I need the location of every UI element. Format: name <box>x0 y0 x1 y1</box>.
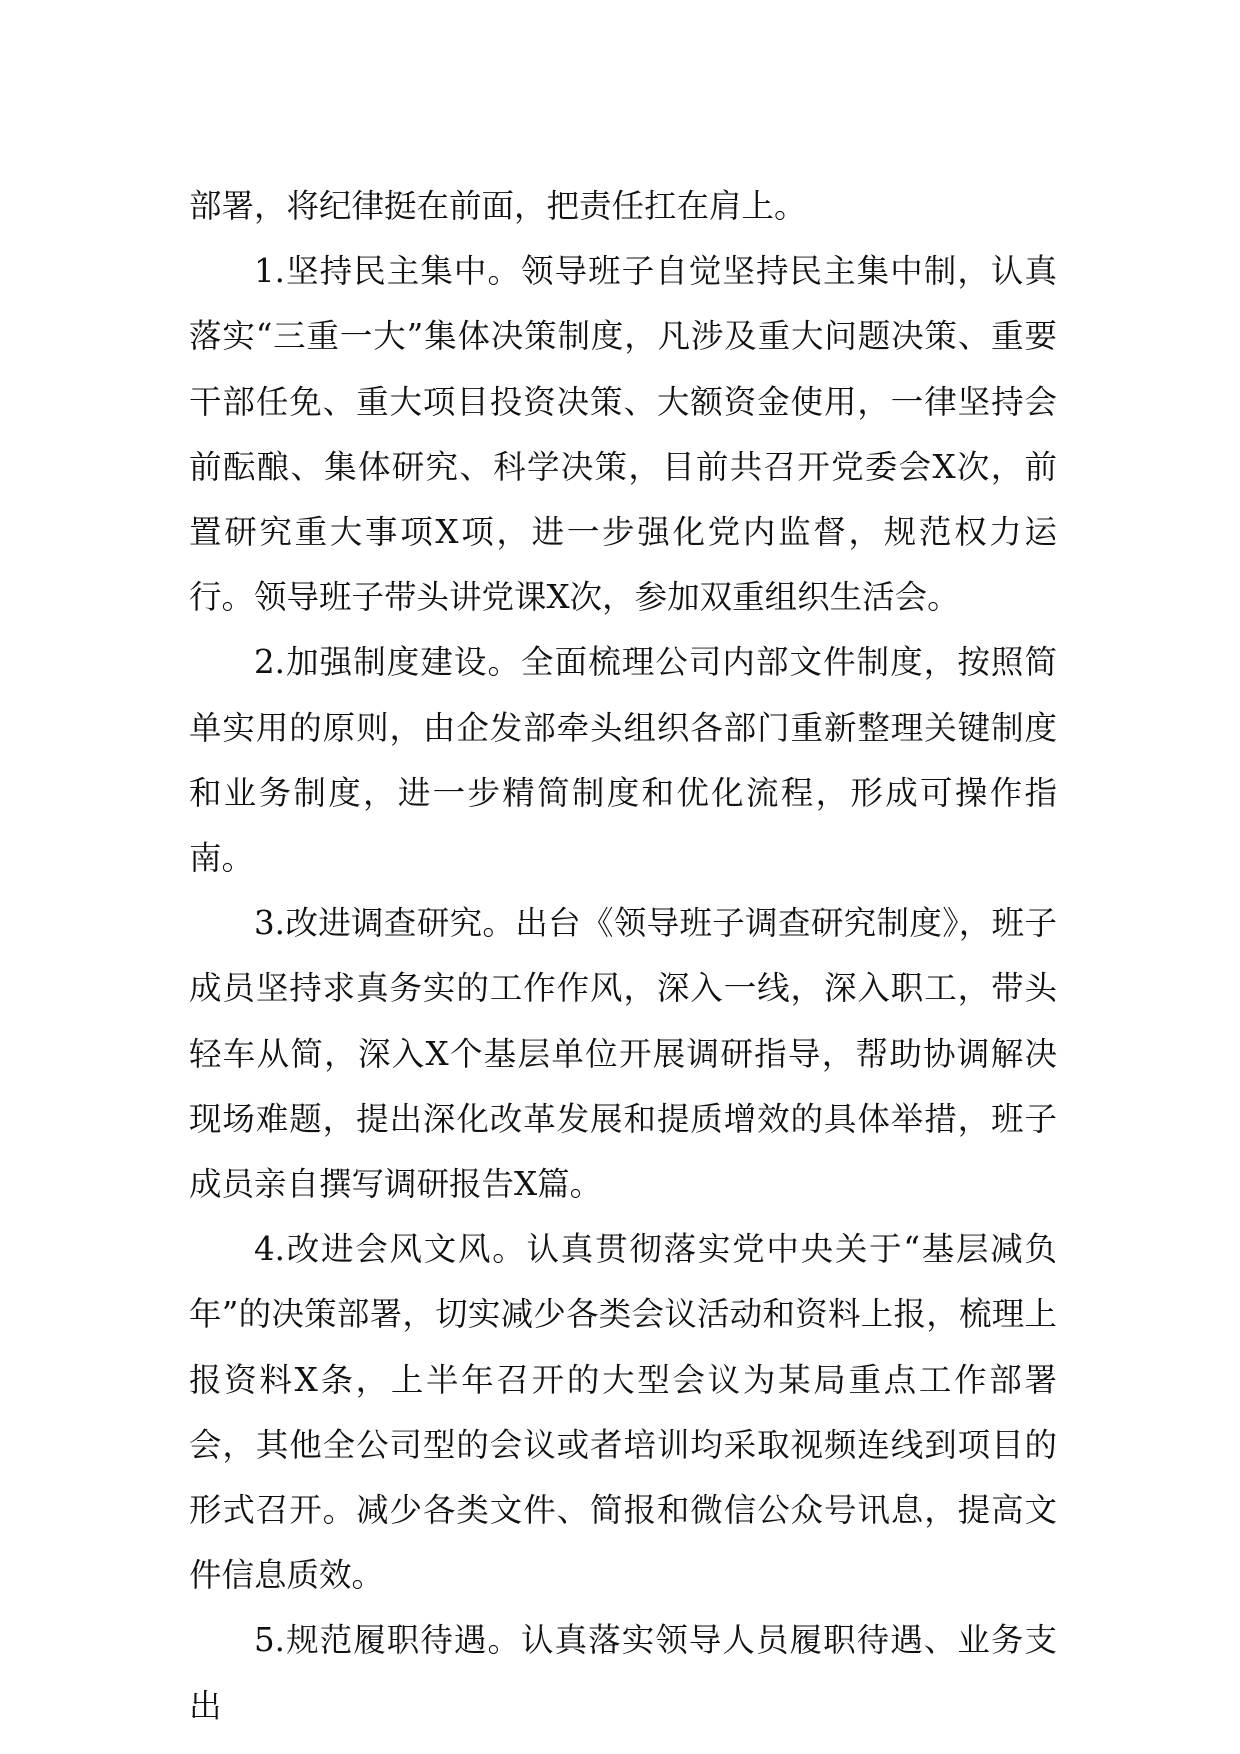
paragraph-investigation-research: 3.改进调查研究。出台《领导班子调查研究制度》，班子成员坚持求真务实的工作作风，深入一线，深入职工，带头轻车从简，深入X个基层单位开展调研指导，帮助协调解决现场难题，提出深化改革发展和提质增效的具体举措，班子成员亲自撰写调研报告X篇。 <box>189 904 1057 1204</box>
document-body <box>189 174 1057 1739</box>
paragraph-democratic-centralism: 1.坚持民主集中。领导班子自觉坚持民主集中制，认真落实“三重一大”集体决策制度，凡涉及重大问题决策、重要干部任免、重大项目投资决策、大额资金使用，一律坚持会前酝酿、集体研究、科学决策，目前共召开党委会X次，前置研究重大事项X项，进一步强化党内监督，规范权力运行。领导班子带头讲党课X次，参加双重组织生活会。 <box>189 252 1057 617</box>
paragraph-system-construction: 2.加强制度建设。全面梳理公司内部文件制度，按照简单实用的原则，由企发部牵头组织各部门重新整理关键制度和业务制度，进一步精简制度和优化流程，形成可操作指南。 <box>189 643 1057 878</box>
paragraph-duty-treatment: 5.规范履职待遇。认真落实领导人员履职待遇、业务支出 <box>189 1621 1057 1725</box>
paragraph-meeting-writing-style: 4.改进会风文风。认真贯彻落实党中央关于“基层减负年”的决策部署，切实减少各类会议活动和资料上报，梳理上报资料X条，上半年召开的大型会议为某局重点工作部署会，其他全公司型的会议或者培训均采取视频连线到项目的形式召开。减少各类文件、简报和微信公众号讯息，提高文件信息质效。 <box>189 1230 1057 1595</box>
paragraph-continuation: 部署，将纪律挺在前面，把责任扛在肩上。 <box>189 187 807 225</box>
